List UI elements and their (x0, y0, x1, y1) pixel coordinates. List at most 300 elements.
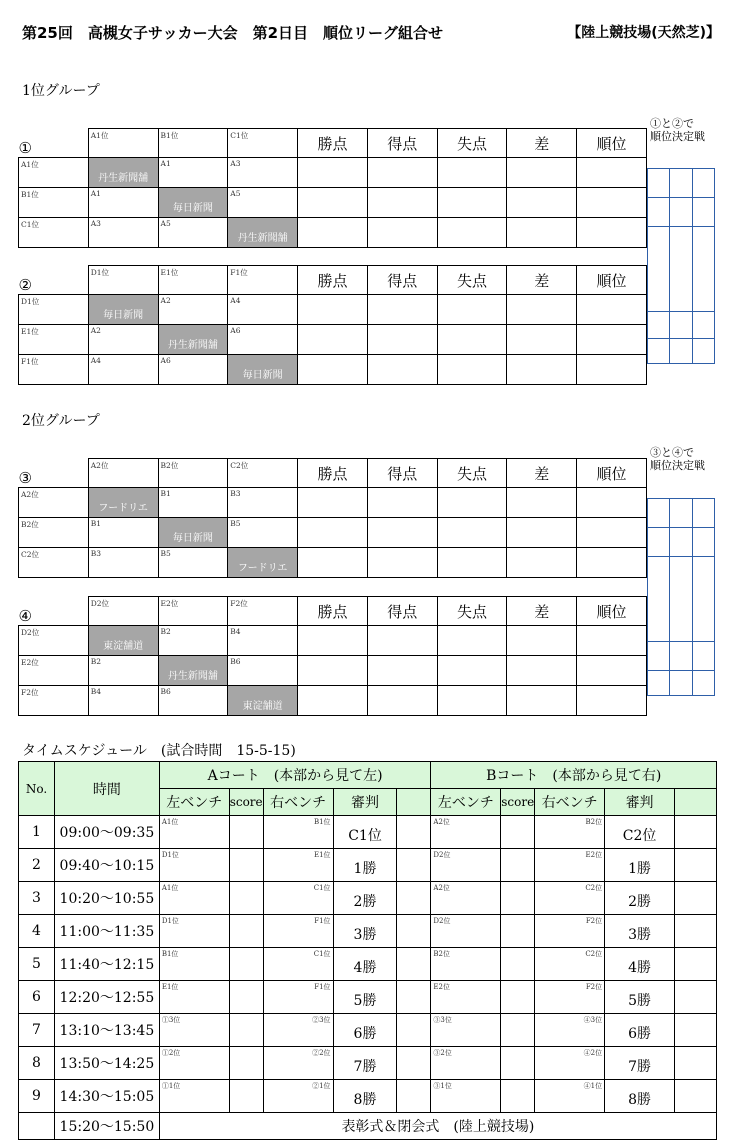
stat-cell (437, 325, 507, 355)
referee-cell: 2勝 (333, 882, 397, 915)
left-bench-cell (159, 849, 229, 882)
playoff-note-3-4: ③と④で 順位決定戦 (650, 446, 705, 472)
league-row (19, 295, 647, 325)
blank-cell (397, 816, 431, 849)
match-code-cell: A1 (88, 188, 158, 218)
schedule-head-row (19, 762, 717, 789)
referee-cell: 2勝 (605, 882, 675, 915)
stat-cell (577, 355, 647, 385)
right-bench-cell (535, 1014, 605, 1047)
closing-time: 15:20～15:50 (54, 1113, 159, 1140)
stat-cell (507, 686, 577, 716)
right-bench-team: B2位 (585, 818, 603, 826)
stat-cell (577, 218, 647, 248)
league-row-label: A1位 (19, 158, 89, 188)
blank-cell (675, 849, 717, 882)
league-row (19, 626, 647, 656)
left-bench-cell (159, 816, 229, 849)
right-bench-team: B1位 (313, 818, 331, 826)
stat-cell (437, 355, 507, 385)
league-row-label: F2位 (19, 686, 89, 716)
blank-cell (397, 882, 431, 915)
schedule-row (19, 816, 717, 849)
match-code-cell: A2 (88, 325, 158, 355)
stat-cell (577, 488, 647, 518)
match-code-cell: A2 (158, 295, 228, 325)
referee-cell: 6勝 (605, 1014, 675, 1047)
stat-header: 順位 (577, 129, 647, 158)
league-row (19, 548, 647, 578)
right-bench-cell (263, 882, 333, 915)
schedule-row (19, 981, 717, 1014)
match-code-cell: A3 (228, 158, 298, 188)
league-symbol: ④ (19, 597, 89, 626)
score-cell (229, 1080, 263, 1113)
stat-cell (437, 158, 507, 188)
stat-cell (507, 626, 577, 656)
left-bench-header: 左ベンチ (159, 789, 229, 816)
score-header: score (501, 789, 535, 816)
match-time: 11:00～11:35 (54, 915, 159, 948)
blank-cell (397, 849, 431, 882)
closing-no (19, 1113, 55, 1140)
playoff-note-1-2: ①と②で 順位決定戦 (650, 117, 705, 143)
closing-text: 表彰式＆閉会式 (陸上競技場) (159, 1113, 716, 1140)
venue-label: 【陸上競技場(天然芝)】 (567, 25, 720, 41)
stat-cell (507, 325, 577, 355)
league-row-label: D2位 (19, 626, 89, 656)
left-bench-cell (159, 1047, 229, 1080)
left-bench-cell (431, 849, 501, 882)
playoff-grid-1-2 (647, 168, 715, 364)
right-bench-team: F2位 (585, 917, 603, 925)
league-header-row (19, 459, 647, 488)
stat-header: 失点 (437, 129, 507, 158)
blank-cell (675, 1047, 717, 1080)
match-no: 1 (19, 816, 55, 849)
league-row-label: D1位 (19, 295, 89, 325)
match-time: 11:40～12:15 (54, 948, 159, 981)
self-match-cell: 丹生新聞舗 (158, 656, 228, 686)
stat-header: 勝点 (298, 597, 368, 626)
league-col-label: F2位 (228, 597, 298, 626)
stat-cell (298, 656, 368, 686)
match-time: 09:40～10:15 (54, 849, 159, 882)
referee-cell: 7勝 (605, 1047, 675, 1080)
league-grid (18, 458, 647, 578)
match-time: 09:00～09:35 (54, 816, 159, 849)
league-symbol: ② (19, 266, 89, 295)
match-code-cell: B5 (158, 548, 228, 578)
group1-label: 1位グループ (22, 83, 100, 99)
right-bench-header: 右ベンチ (535, 789, 605, 816)
schedule-row (19, 1080, 717, 1113)
league-col-label: F1位 (228, 266, 298, 295)
col-time: 時間 (54, 762, 159, 816)
match-code-cell: B4 (228, 626, 298, 656)
stat-header: 失点 (437, 459, 507, 488)
league-col-label: D2位 (88, 597, 158, 626)
blank-cell (397, 948, 431, 981)
stat-cell (298, 295, 368, 325)
league-row-label: E1位 (19, 325, 89, 355)
score-cell (501, 1047, 535, 1080)
stat-cell (507, 656, 577, 686)
left-bench-cell (159, 915, 229, 948)
right-bench-cell (263, 981, 333, 1014)
stat-cell (367, 656, 437, 686)
league-row (19, 325, 647, 355)
right-bench-team: C2位 (585, 950, 603, 958)
league-table-4 (18, 596, 647, 716)
league-row-label: A2位 (19, 488, 89, 518)
blank-cell (675, 915, 717, 948)
left-bench-team: B2位 (433, 950, 450, 958)
league-table-1 (18, 128, 647, 248)
match-code-cell: A3 (88, 218, 158, 248)
league-grid (18, 265, 647, 385)
referee-header: 審判 (333, 789, 397, 816)
score-cell (501, 849, 535, 882)
self-match-cell: 東淀舗道 (228, 686, 298, 716)
stat-cell (298, 325, 368, 355)
match-no: 2 (19, 849, 55, 882)
right-bench-team: F1位 (314, 983, 331, 991)
self-match-cell: フードリエ (88, 488, 158, 518)
match-code-cell: A6 (158, 355, 228, 385)
stat-cell (367, 218, 437, 248)
match-no: 3 (19, 882, 55, 915)
league-row (19, 188, 647, 218)
stat-header: 差 (507, 266, 577, 295)
left-bench-team: ①2位 (161, 1049, 181, 1057)
match-code-cell: B6 (158, 686, 228, 716)
match-code-cell: B3 (228, 488, 298, 518)
right-bench-cell (263, 1080, 333, 1113)
league-row (19, 355, 647, 385)
league-row-label: C2位 (19, 548, 89, 578)
playoff-grid-3-4 (647, 498, 715, 696)
league-grid (18, 596, 647, 716)
league-table-2 (18, 265, 647, 385)
blank-cell (675, 1080, 717, 1113)
stat-header: 得点 (367, 266, 437, 295)
stat-cell (437, 626, 507, 656)
referee-cell: 5勝 (333, 981, 397, 1014)
left-bench-cell (431, 1014, 501, 1047)
right-bench-cell (535, 915, 605, 948)
schedule-row (19, 882, 717, 915)
league-col-label: B1位 (158, 129, 228, 158)
stat-cell (507, 158, 577, 188)
match-no: 4 (19, 915, 55, 948)
self-match-cell: 毎日新聞 (158, 518, 228, 548)
stat-cell (507, 488, 577, 518)
self-match-cell: 毎日新聞 (88, 295, 158, 325)
right-bench-team: F2位 (585, 983, 603, 991)
self-match-cell: 丹生新聞舗 (158, 325, 228, 355)
score-cell (501, 948, 535, 981)
stat-header: 勝点 (298, 266, 368, 295)
stat-header: 勝点 (298, 129, 368, 158)
league-col-label: C1位 (228, 129, 298, 158)
schedule-grid (18, 761, 717, 1140)
referee-cell: 8勝 (333, 1080, 397, 1113)
stat-cell (298, 218, 368, 248)
stat-cell (577, 295, 647, 325)
right-bench-team: ②1位 (312, 1082, 331, 1090)
left-bench-team: ③1位 (433, 1082, 452, 1090)
stat-cell (437, 488, 507, 518)
left-bench-cell (431, 1047, 501, 1080)
blank-cell (397, 915, 431, 948)
league-grid (18, 128, 647, 248)
left-bench-team: ③3位 (433, 1016, 452, 1024)
match-no: 6 (19, 981, 55, 1014)
stat-cell (437, 518, 507, 548)
match-code-cell: B1 (88, 518, 158, 548)
right-bench-team: ④3位 (583, 1016, 603, 1024)
match-code-cell: A6 (228, 325, 298, 355)
left-bench-header: 左ベンチ (431, 789, 501, 816)
league-symbol: ① (19, 129, 89, 158)
league-row (19, 686, 647, 716)
stat-cell (577, 188, 647, 218)
right-bench-team: C1位 (313, 884, 331, 892)
self-match-cell: 毎日新聞 (228, 355, 298, 385)
blank-header (675, 789, 717, 816)
stat-cell (577, 325, 647, 355)
match-code-cell: B1 (158, 488, 228, 518)
stat-cell (577, 518, 647, 548)
league-row (19, 158, 647, 188)
schedule-title: タイムスケジュール (試合時間 15-5-15) (22, 743, 296, 759)
league-row (19, 518, 647, 548)
right-bench-team: F1位 (314, 917, 331, 925)
match-code-cell: A5 (228, 188, 298, 218)
stat-cell (437, 656, 507, 686)
league-row (19, 218, 647, 248)
stat-header: 順位 (577, 459, 647, 488)
blank-cell (675, 816, 717, 849)
score-cell (501, 915, 535, 948)
league-row-label: F1位 (19, 355, 89, 385)
league-col-label: D1位 (88, 266, 158, 295)
score-cell (501, 981, 535, 1014)
right-bench-team: ②3位 (312, 1016, 331, 1024)
left-bench-cell (159, 1080, 229, 1113)
match-time: 13:10～13:45 (54, 1014, 159, 1047)
right-bench-cell (263, 816, 333, 849)
stat-header: 差 (507, 459, 577, 488)
left-bench-cell (159, 948, 229, 981)
stat-cell (367, 626, 437, 656)
left-bench-team: ③2位 (433, 1049, 452, 1057)
stat-cell (437, 548, 507, 578)
league-header-row (19, 266, 647, 295)
league-header-row (19, 597, 647, 626)
blank-header (397, 789, 431, 816)
stat-cell (298, 626, 368, 656)
schedule-table (18, 761, 717, 1140)
left-bench-team: E1位 (161, 983, 179, 991)
schedule-row (19, 849, 717, 882)
stat-header: 勝点 (298, 459, 368, 488)
match-code-cell: B2 (88, 656, 158, 686)
right-bench-cell (263, 915, 333, 948)
match-time: 13:50～14:25 (54, 1047, 159, 1080)
score-cell (229, 915, 263, 948)
match-time: 10:20～10:55 (54, 882, 159, 915)
match-code-cell: B2 (158, 626, 228, 656)
stat-cell (367, 686, 437, 716)
stat-header: 失点 (437, 266, 507, 295)
right-bench-header: 右ベンチ (263, 789, 333, 816)
match-no: 8 (19, 1047, 55, 1080)
referee-cell: 7勝 (333, 1047, 397, 1080)
left-bench-team: A1位 (161, 818, 179, 826)
referee-cell: C1位 (333, 816, 397, 849)
self-match-cell: 丹生新聞舗 (228, 218, 298, 248)
right-bench-cell (535, 981, 605, 1014)
left-bench-team: D2位 (433, 851, 451, 859)
right-bench-cell (535, 1047, 605, 1080)
left-bench-team: D1位 (161, 851, 179, 859)
league-col-label: C2位 (228, 459, 298, 488)
blank-cell (675, 882, 717, 915)
right-bench-team: E2位 (585, 851, 603, 859)
stat-cell (507, 518, 577, 548)
self-match-cell: 毎日新聞 (158, 188, 228, 218)
referee-cell: 5勝 (605, 981, 675, 1014)
match-no: 5 (19, 948, 55, 981)
match-no: 9 (19, 1080, 55, 1113)
left-bench-cell (159, 981, 229, 1014)
match-code-cell: B3 (88, 548, 158, 578)
match-code-cell: B6 (228, 656, 298, 686)
left-bench-team: A1位 (161, 884, 179, 892)
league-row-label: E2位 (19, 656, 89, 686)
stat-cell (577, 656, 647, 686)
score-cell (229, 948, 263, 981)
stat-cell (367, 488, 437, 518)
score-header: score (229, 789, 263, 816)
stat-cell (507, 295, 577, 325)
right-bench-cell (535, 849, 605, 882)
blank-cell (397, 1014, 431, 1047)
stat-cell (298, 488, 368, 518)
league-row-label: C1位 (19, 218, 89, 248)
stat-cell (507, 355, 577, 385)
stat-header: 差 (507, 597, 577, 626)
match-code-cell: A4 (228, 295, 298, 325)
stat-cell (437, 686, 507, 716)
score-cell (229, 1014, 263, 1047)
stat-cell (577, 158, 647, 188)
stat-cell (367, 518, 437, 548)
schedule-row (19, 948, 717, 981)
stat-header: 得点 (367, 459, 437, 488)
right-bench-cell (535, 816, 605, 849)
left-bench-team: D2位 (433, 917, 451, 925)
right-bench-cell (535, 882, 605, 915)
stat-cell (437, 218, 507, 248)
court-b-header: Bコート (本部から見て右) (431, 762, 717, 789)
referee-cell: 6勝 (333, 1014, 397, 1047)
score-cell (229, 882, 263, 915)
col-no: No. (19, 762, 55, 816)
match-code-cell: B4 (88, 686, 158, 716)
page-title: 第25回 高槻女子サッカー大会 第2日目 順位リーグ組合せ (22, 24, 444, 42)
score-cell (229, 849, 263, 882)
score-cell (501, 882, 535, 915)
stat-cell (367, 325, 437, 355)
score-cell (501, 1014, 535, 1047)
stat-cell (367, 548, 437, 578)
left-bench-cell (431, 981, 501, 1014)
right-bench-cell (263, 1047, 333, 1080)
right-bench-team: C2位 (585, 884, 603, 892)
stat-cell (367, 158, 437, 188)
stat-cell (577, 548, 647, 578)
referee-cell: C2位 (605, 816, 675, 849)
stat-header: 順位 (577, 266, 647, 295)
left-bench-team: D1位 (161, 917, 179, 925)
left-bench-cell (431, 816, 501, 849)
match-code-cell: A1 (158, 158, 228, 188)
stat-cell (298, 158, 368, 188)
referee-cell: 8勝 (605, 1080, 675, 1113)
match-code-cell: A4 (88, 355, 158, 385)
blank-cell (675, 948, 717, 981)
stat-cell (298, 355, 368, 385)
self-match-cell: 東淀舗道 (88, 626, 158, 656)
match-time: 14:30～15:05 (54, 1080, 159, 1113)
stat-cell (367, 355, 437, 385)
match-no: 7 (19, 1014, 55, 1047)
schedule-row (19, 1014, 717, 1047)
stat-cell (437, 188, 507, 218)
referee-cell: 4勝 (333, 948, 397, 981)
referee-cell: 3勝 (605, 915, 675, 948)
right-bench-team: ④2位 (583, 1049, 603, 1057)
stat-cell (298, 686, 368, 716)
stat-cell (577, 626, 647, 656)
stat-cell (298, 548, 368, 578)
league-col-label: E1位 (158, 266, 228, 295)
referee-cell: 3勝 (333, 915, 397, 948)
league-row (19, 488, 647, 518)
league-col-label: B2位 (158, 459, 228, 488)
schedule-row (19, 1047, 717, 1080)
referee-cell: 1勝 (605, 849, 675, 882)
match-time: 12:20～12:55 (54, 981, 159, 1014)
right-bench-cell (263, 849, 333, 882)
blank-cell (397, 1047, 431, 1080)
right-bench-cell (535, 1080, 605, 1113)
stat-header: 失点 (437, 597, 507, 626)
score-cell (501, 1080, 535, 1113)
closing-row (19, 1113, 717, 1140)
left-bench-team: B1位 (161, 950, 179, 958)
stat-cell (507, 218, 577, 248)
right-bench-team: ②2位 (312, 1049, 331, 1057)
stat-cell (367, 188, 437, 218)
group2-label: 2位グループ (22, 413, 100, 429)
league-row (19, 656, 647, 686)
blank-cell (675, 981, 717, 1014)
right-bench-cell (535, 948, 605, 981)
